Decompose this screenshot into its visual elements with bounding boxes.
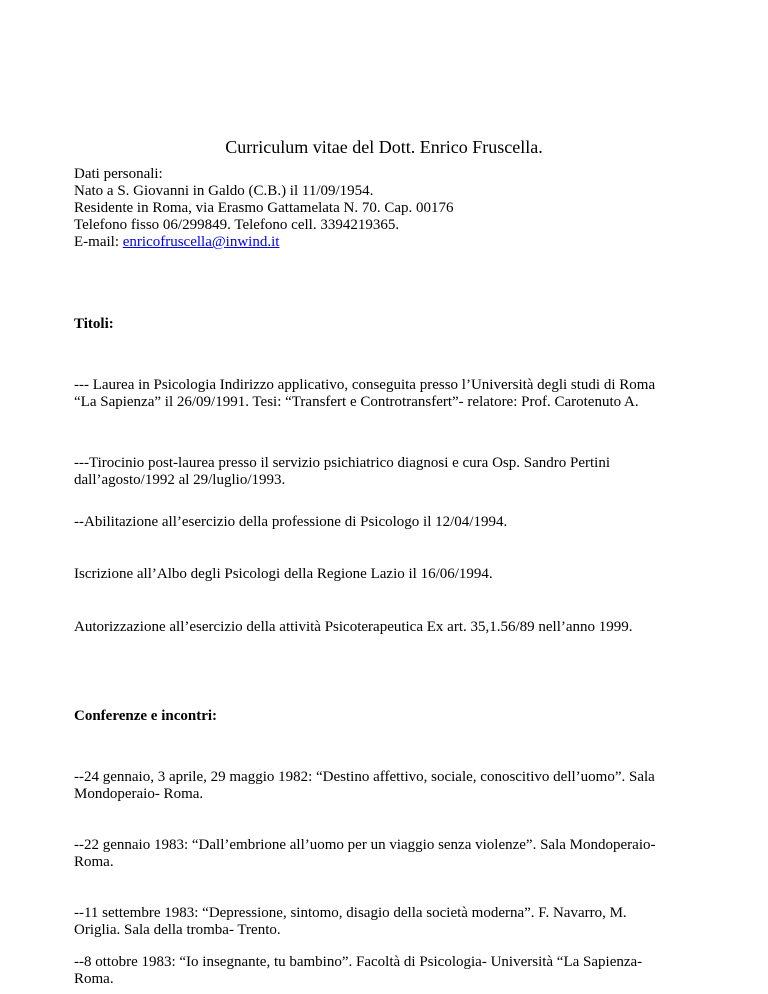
email-line <box>74 234 714 251</box>
personal-data-heading: Dati personali: <box>74 166 163 182</box>
titoli-item-line: Iscrizione all’Albo degli Psicologi della Regione Lazio il 16/06/1994. <box>74 566 493 582</box>
conferenze-item-line: --22 gennaio 1983: “Dall’embrione all’uomo per un viaggio senza violenze”. Sala Mondoperaio- <box>74 837 656 853</box>
conferenze-item <box>74 905 714 939</box>
conferenze-item <box>74 954 714 988</box>
titoli-item-line: ---Tirocinio post-laurea presso il servizio psichiatrico diagnosi e cura Osp. Sandro Pertini <box>74 455 610 471</box>
titoli-item-line: “La Sapienza” il 26/09/1991. Tesi: “Transfert e Controtransfert”- relatore: Prof. Carotenuto A. <box>74 394 639 410</box>
titoli-item <box>74 619 714 636</box>
titoli-item-line: --Abilitazione all’esercizio della professione di Psicologo il 12/04/1994. <box>74 514 508 530</box>
titoli-item <box>74 514 714 531</box>
conferenze-heading: Conferenze e incontri: <box>74 708 218 724</box>
conferenze-item-line: Roma. <box>74 854 114 870</box>
conferenze-item-line: Origlia. Sala della tromba- Trento. <box>74 922 281 938</box>
conferenze-item <box>74 837 714 871</box>
titoli-item-line: --- Laurea in Psicologia Indirizzo applicativo, conseguita presso l’Università degli studi di Roma <box>74 377 656 393</box>
personal-data-section <box>74 166 714 251</box>
titoli-item-line: dall’agosto/1992 al 29/luglio/1993. <box>74 472 286 488</box>
conferenze-item-line: --24 gennaio, 3 aprile, 29 maggio 1982: “Destino affettivo, sociale, conoscitivo dell’uomo”. Sala <box>74 769 655 785</box>
conferenze-item <box>74 769 714 803</box>
email-label: E-mail: <box>74 234 123 250</box>
conferenze-item-line: Mondoperaio- Roma. <box>74 786 204 802</box>
phone-info: Telefono fisso 06/299849. Telefono cell. 3394219365. <box>74 217 400 233</box>
conferenze-item-line: --8 ottobre 1983: “Io insegnante, tu bambino”. Facoltà di Psicologia- Università “La Sapienza- <box>74 954 643 970</box>
birth-info: Nato a S. Giovanni in Galdo (C.B.) il 11/09/1954. <box>74 183 374 199</box>
conferenze-item-line: Roma. <box>74 971 114 987</box>
titoli-heading: Titoli: <box>74 316 114 332</box>
conferenze-item-line: --11 settembre 1983: “Depressione, sintomo, disagio della società moderna”. F. Navarro, M. <box>74 905 627 921</box>
document-title: Curriculum vitae del Dott. Enrico Fruscella. <box>225 137 543 157</box>
email-link[interactable]: enricofruscella@inwind.it <box>122 234 280 250</box>
titoli-item <box>74 455 714 489</box>
residence-info: Residente in Roma, via Erasmo Gattamelata N. 70. Cap. 00176 <box>74 200 454 216</box>
titoli-item-line: Autorizzazione all’esercizio della attività Psicoterapeutica Ex art. 35,1.56/89 nell’anno 1999. <box>74 619 633 635</box>
titoli-item <box>74 377 714 411</box>
titoli-item <box>74 566 714 583</box>
